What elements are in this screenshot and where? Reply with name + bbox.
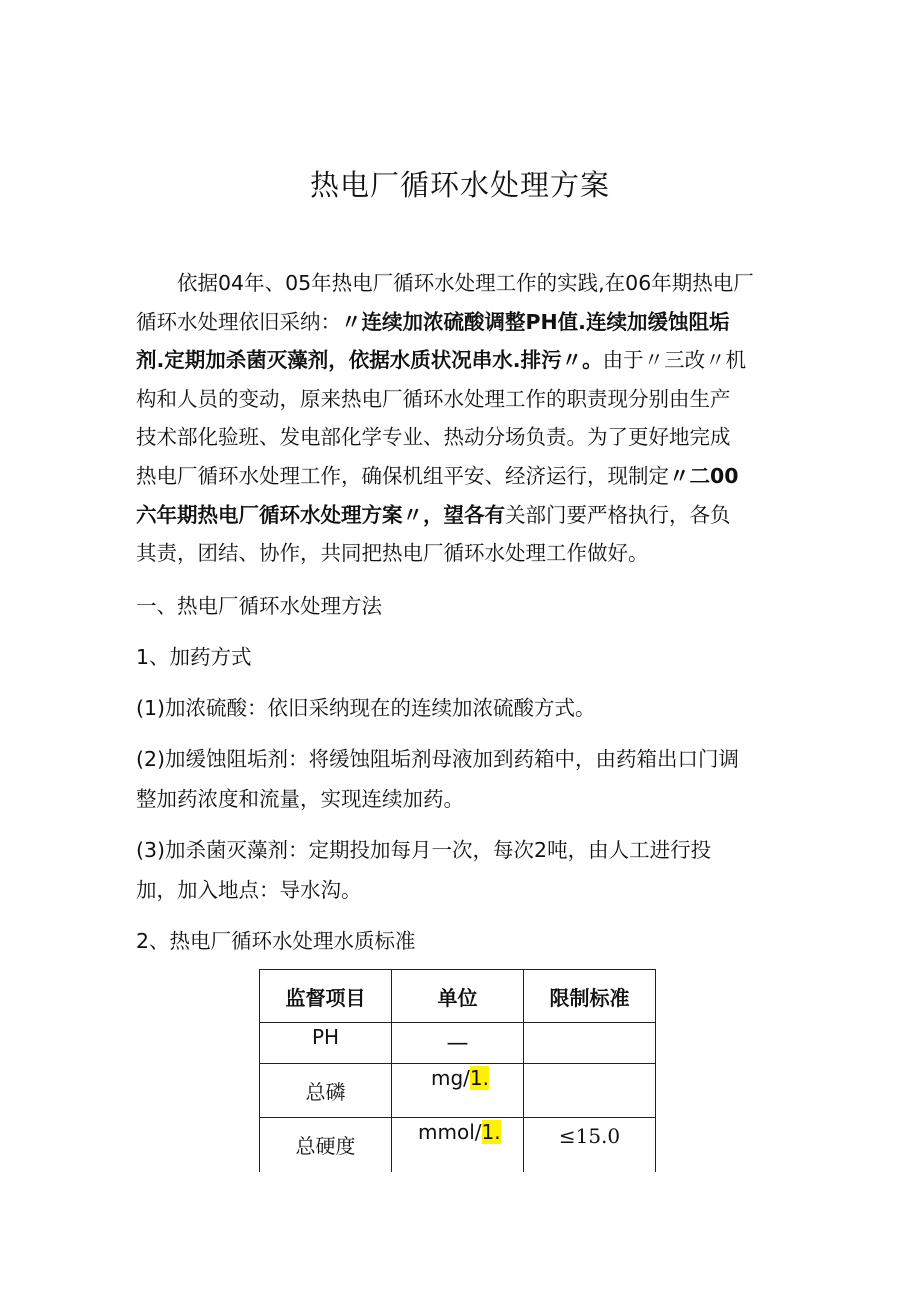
bold-text: 〃二00 (669, 463, 739, 488)
header-unit: 单位 (392, 970, 524, 1023)
paragraph-line (136, 264, 782, 303)
subsection-heading: 2、热电厂循环水处理水质标准 (136, 929, 416, 953)
list-item: (2)加缓蚀阻垢剂：将缓蚀阻垢剂母液加到药箱中，由药箱出口门调 (136, 747, 740, 771)
cell-item: 总硬度 (260, 1118, 392, 1172)
cell-item: 总磷 (260, 1064, 392, 1118)
paragraph-line (136, 341, 782, 380)
cell-limit (524, 1023, 656, 1064)
text-run: 其责，团结、协作，共同把热电厂循环水处理工作做好。 (136, 541, 649, 566)
text-run: 热电厂循环水处理工作，确保机组平安、经济运行，现制定 (136, 463, 669, 488)
bold-text: 〃连续加浓硫酸调整PH值.连续加缓蚀阻垢 (341, 309, 730, 334)
paragraph-line (136, 534, 782, 573)
paragraph-line (136, 457, 782, 496)
cell-unit: — (392, 1023, 524, 1064)
text-run: 关部门要严格执行，各负 (505, 502, 731, 527)
document-title: 热电厂循环水处理方案 (309, 168, 610, 202)
cell-unit (392, 1064, 524, 1118)
table-header-row (260, 970, 656, 1023)
table-row (260, 1064, 656, 1118)
list-item: (1)加浓硫酸：依旧采纳现在的连续加浓硫酸方式。 (136, 696, 596, 720)
paragraph-line (136, 496, 782, 535)
list-item-continued: 加，加入地点：导水沟。 (136, 878, 362, 902)
unit-text: mg/ (431, 1066, 470, 1090)
subsection-heading: 1、加药方式 (136, 645, 252, 669)
text-run: 技术部化验班、发电部化学专业、热动分场负责。为了更好地完成 (136, 425, 731, 450)
header-limit: 限制标准 (524, 970, 656, 1023)
paragraph-line (136, 303, 782, 342)
bold-text: 六年期热电厂循环水处理方案〃，望各有 (136, 502, 505, 527)
paragraph-line (136, 380, 782, 419)
bold-text: 剂.定期加杀菌灭藻剂，依据水质状况串水.排污〃。 (136, 348, 603, 373)
cell-item: PH (260, 1023, 392, 1064)
cell-limit (524, 1064, 656, 1118)
table-row (260, 1118, 656, 1172)
list-item-continued: 整加药浓度和流量，实现连续加药。 (136, 787, 464, 811)
header-item: 监督项目 (260, 970, 392, 1023)
cell-unit (392, 1118, 524, 1172)
table-row (260, 1023, 656, 1064)
unit-highlight: 1. (469, 1066, 490, 1090)
cell-limit: ≤15.0 (524, 1118, 656, 1172)
water-quality-table (259, 969, 656, 1172)
intro-paragraph (136, 264, 782, 573)
text-run: 循环水处理依旧采纳： (136, 309, 341, 334)
text-run: 由于〃三改〃机 (602, 348, 747, 373)
unit-text: mmol/ (418, 1120, 482, 1144)
text-run: 依据04年、05年热电厂循环水处理工作的实践,在06年期热电厂 (177, 271, 754, 295)
unit-highlight: 1. (481, 1120, 501, 1144)
paragraph-line (136, 418, 782, 457)
list-item: (3)加杀菌灭藻剂：定期投加每月一次，每次2吨，由人工进行投 (136, 838, 712, 862)
text-run: 构和人员的变动，原来热电厂循环水处理工作的职责现分别由生产 (136, 386, 731, 411)
section-heading: 一、热电厂循环水处理方法 (136, 594, 382, 618)
